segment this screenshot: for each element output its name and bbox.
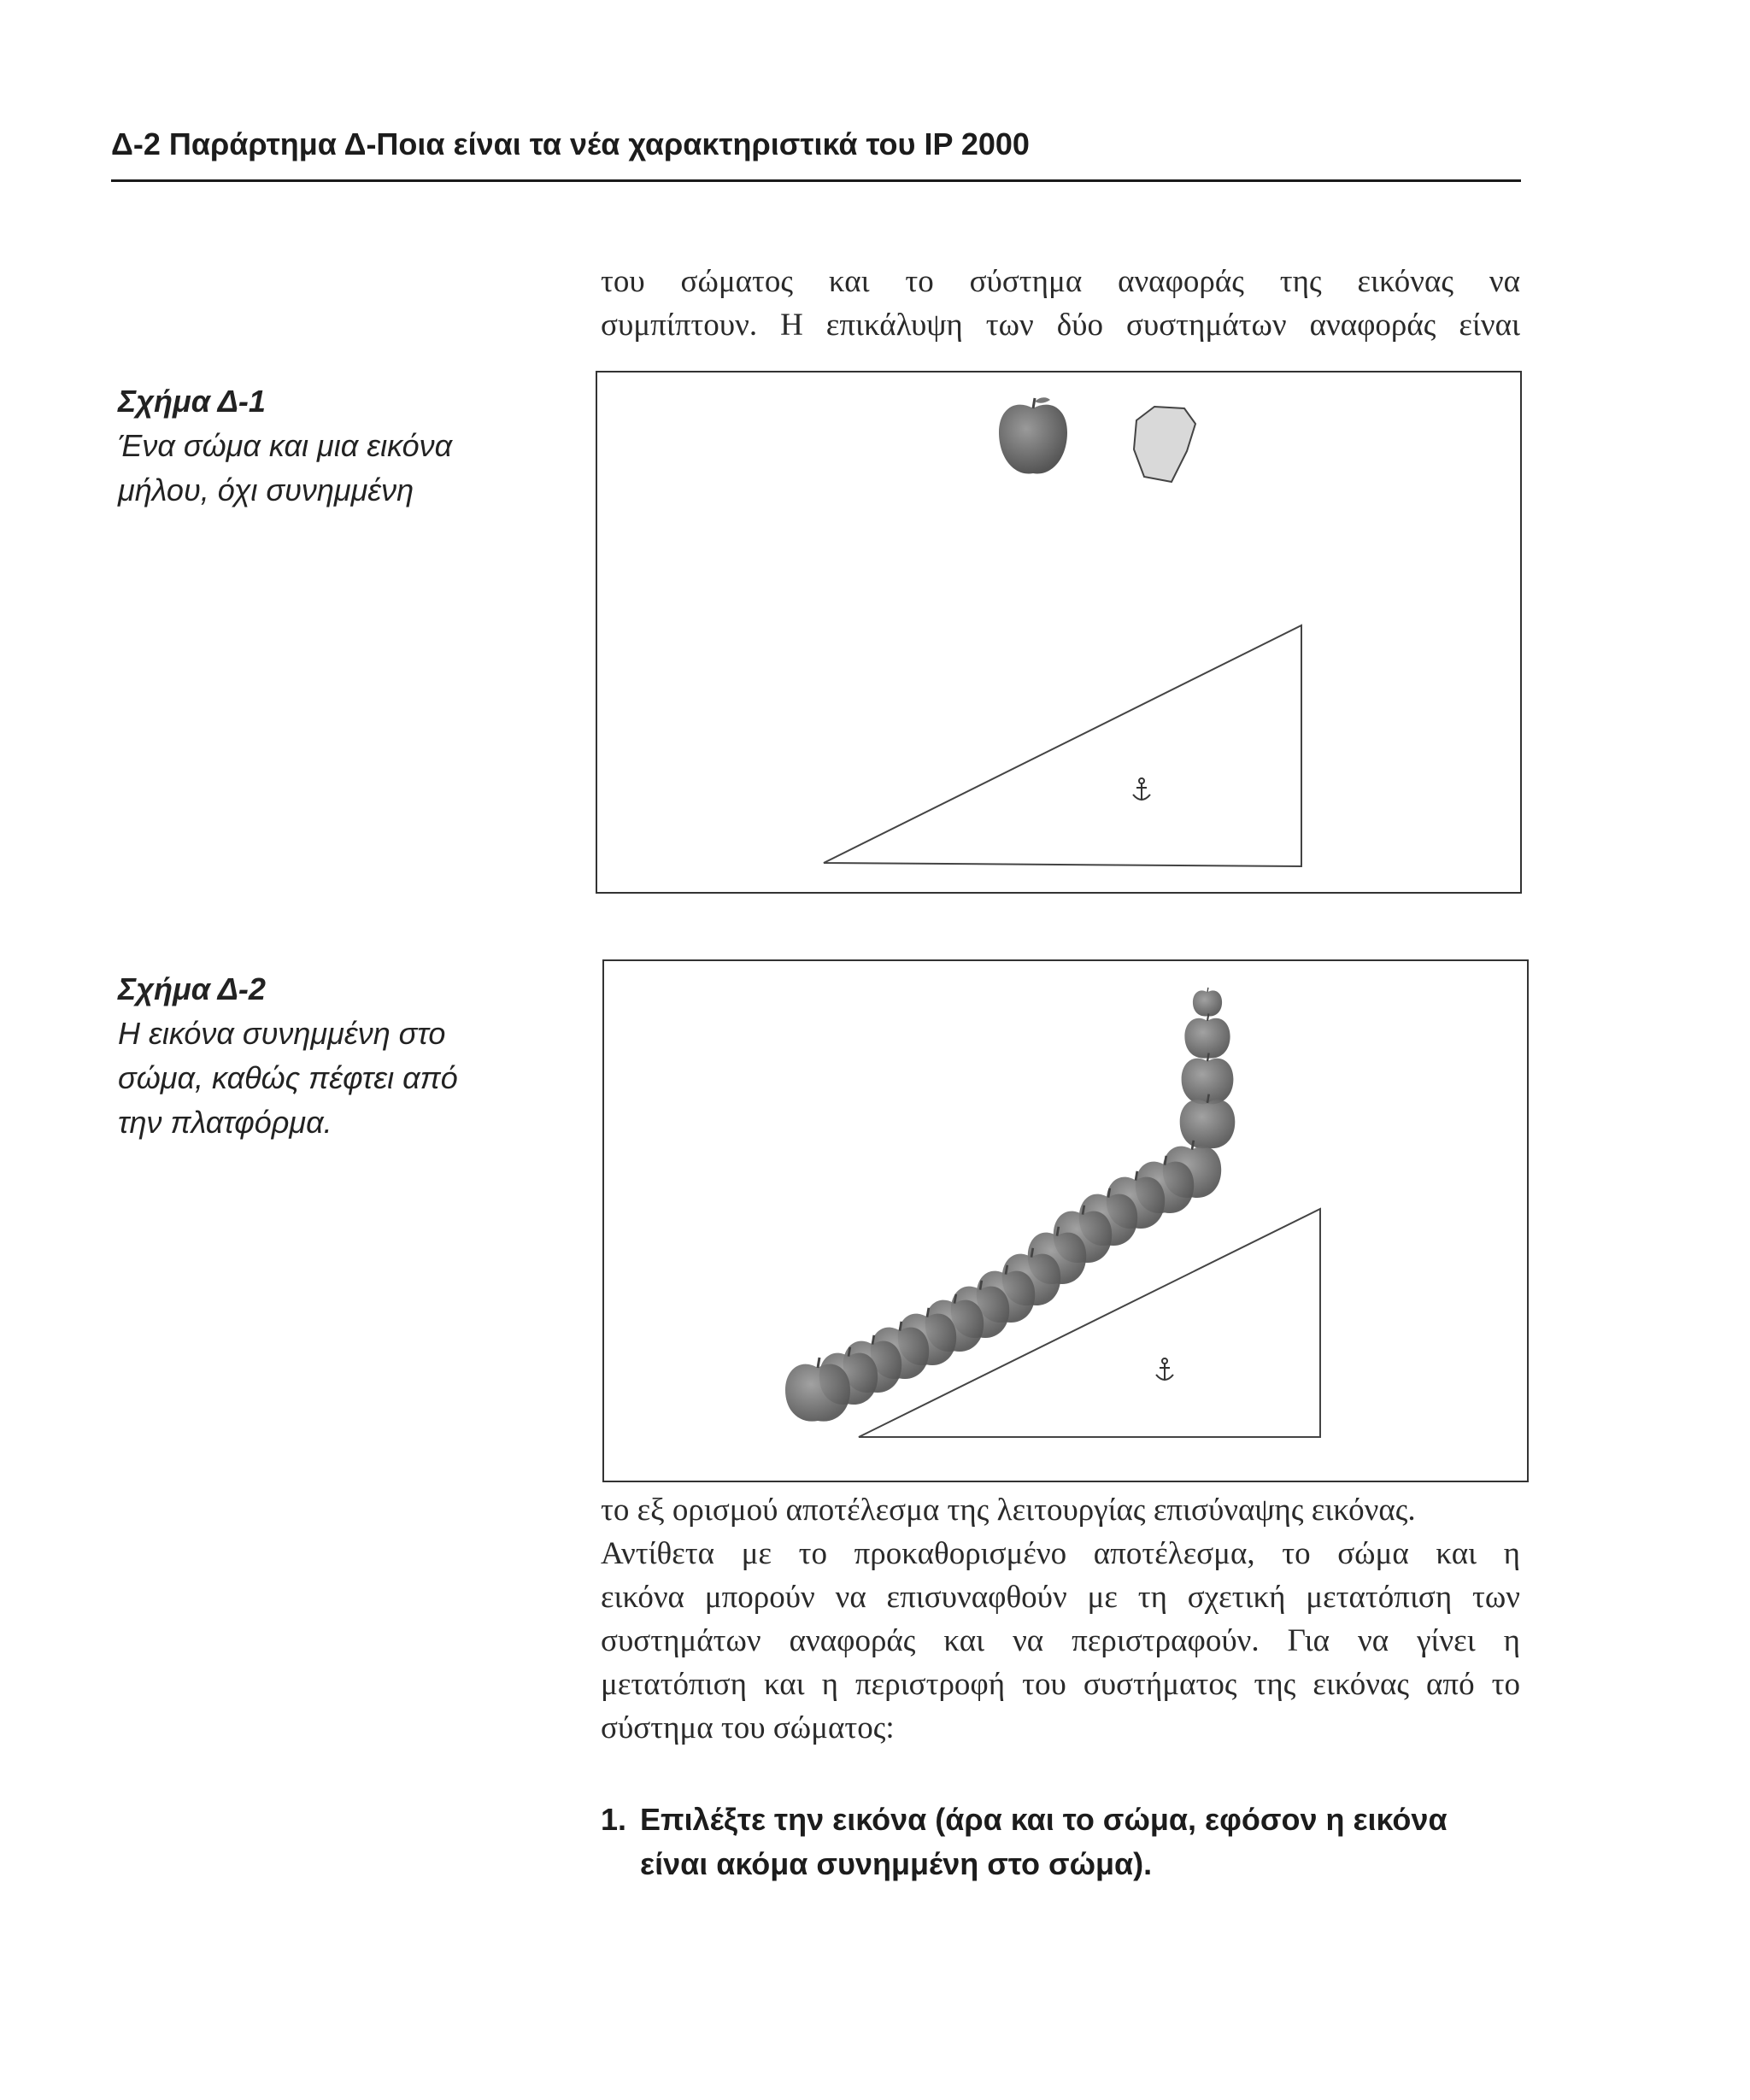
figure-2-caption-line: την πλατφόρμα. xyxy=(118,1105,332,1140)
paragraph-bottom-line-5: μετατόπιση και η περιστροφή του συστήματος της εικόνας από το xyxy=(601,1667,1520,1702)
header-rule xyxy=(111,179,1521,182)
falling-apple-trail xyxy=(785,988,1235,1422)
figure-2-caption xyxy=(118,967,528,1145)
page-header: Δ-2 Παράρτημα Δ-Ποια είναι τα νέα χαρακτηριστικά του IP 2000 xyxy=(111,126,1030,161)
figure-2-caption-line: σώμα, καθώς πέφτει από xyxy=(118,1060,458,1095)
paragraph-bottom-line-6: σύστημα του σώματος: xyxy=(601,1710,895,1745)
apple-snapshot-icon xyxy=(1193,988,1222,1017)
figure-1 xyxy=(596,371,1522,894)
figure-1-drawing xyxy=(597,372,1524,895)
figure-2 xyxy=(602,959,1529,1482)
step-number: 1. xyxy=(601,1802,627,1837)
anchor-icon xyxy=(1156,1358,1173,1380)
figure-1-caption xyxy=(118,379,528,513)
apple-body-polygon xyxy=(1134,407,1195,482)
paragraph-bottom-line-2: Αντίθετα με το προκαθορισμένο αποτέλεσμα, το σώμα και η xyxy=(601,1536,1520,1571)
paragraph-top-line-1: του σώματος και το σύστημα αναφοράς της εικόνας να xyxy=(601,264,1520,299)
anchor-icon xyxy=(1133,778,1150,800)
step-text-line: είναι ακόμα συνημμένη στο σώμα). xyxy=(640,1846,1153,1881)
figure-2-caption-line: Η εικόνα συνημμένη στο xyxy=(118,1016,446,1051)
platform-triangle xyxy=(824,625,1301,866)
figure-2-drawing xyxy=(604,961,1530,1484)
figure-2-label: Σχήμα Δ-2 xyxy=(118,971,266,1006)
figure-1-caption-line: μήλου, όχι συνημμένη xyxy=(118,472,414,507)
paragraph-bottom-line-4: συστημάτων αναφοράς και να περιστραφούν. Για να γίνει η xyxy=(601,1623,1520,1658)
paragraph-top-line-2: συμπίπτουν. Η επικάλυψη των δύο συστημάτων αναφοράς είναι xyxy=(601,308,1520,343)
paragraph-bottom-line-1: το εξ ορισμού αποτέλεσμα της λειτουργίας επισύναψης εικόνας. xyxy=(601,1493,1416,1528)
paragraph-bottom-line-3: εικόνα μπορούν να επισυναφθούν με τη σχετική μετατόπιση των xyxy=(601,1580,1520,1615)
step-text-line: Επιλέξτε την εικόνα (άρα και το σώμα, εφόσον η εικόνα xyxy=(640,1802,1448,1837)
apple-icon xyxy=(999,397,1067,473)
apple-snapshot-icon xyxy=(1180,1094,1236,1148)
step-1 xyxy=(601,1798,1524,1886)
figure-1-caption-line: Ένα σώμα και μια εικόνα xyxy=(118,428,453,463)
apple-snapshot-icon xyxy=(1184,1013,1230,1058)
figure-1-label: Σχήμα Δ-1 xyxy=(118,384,266,419)
